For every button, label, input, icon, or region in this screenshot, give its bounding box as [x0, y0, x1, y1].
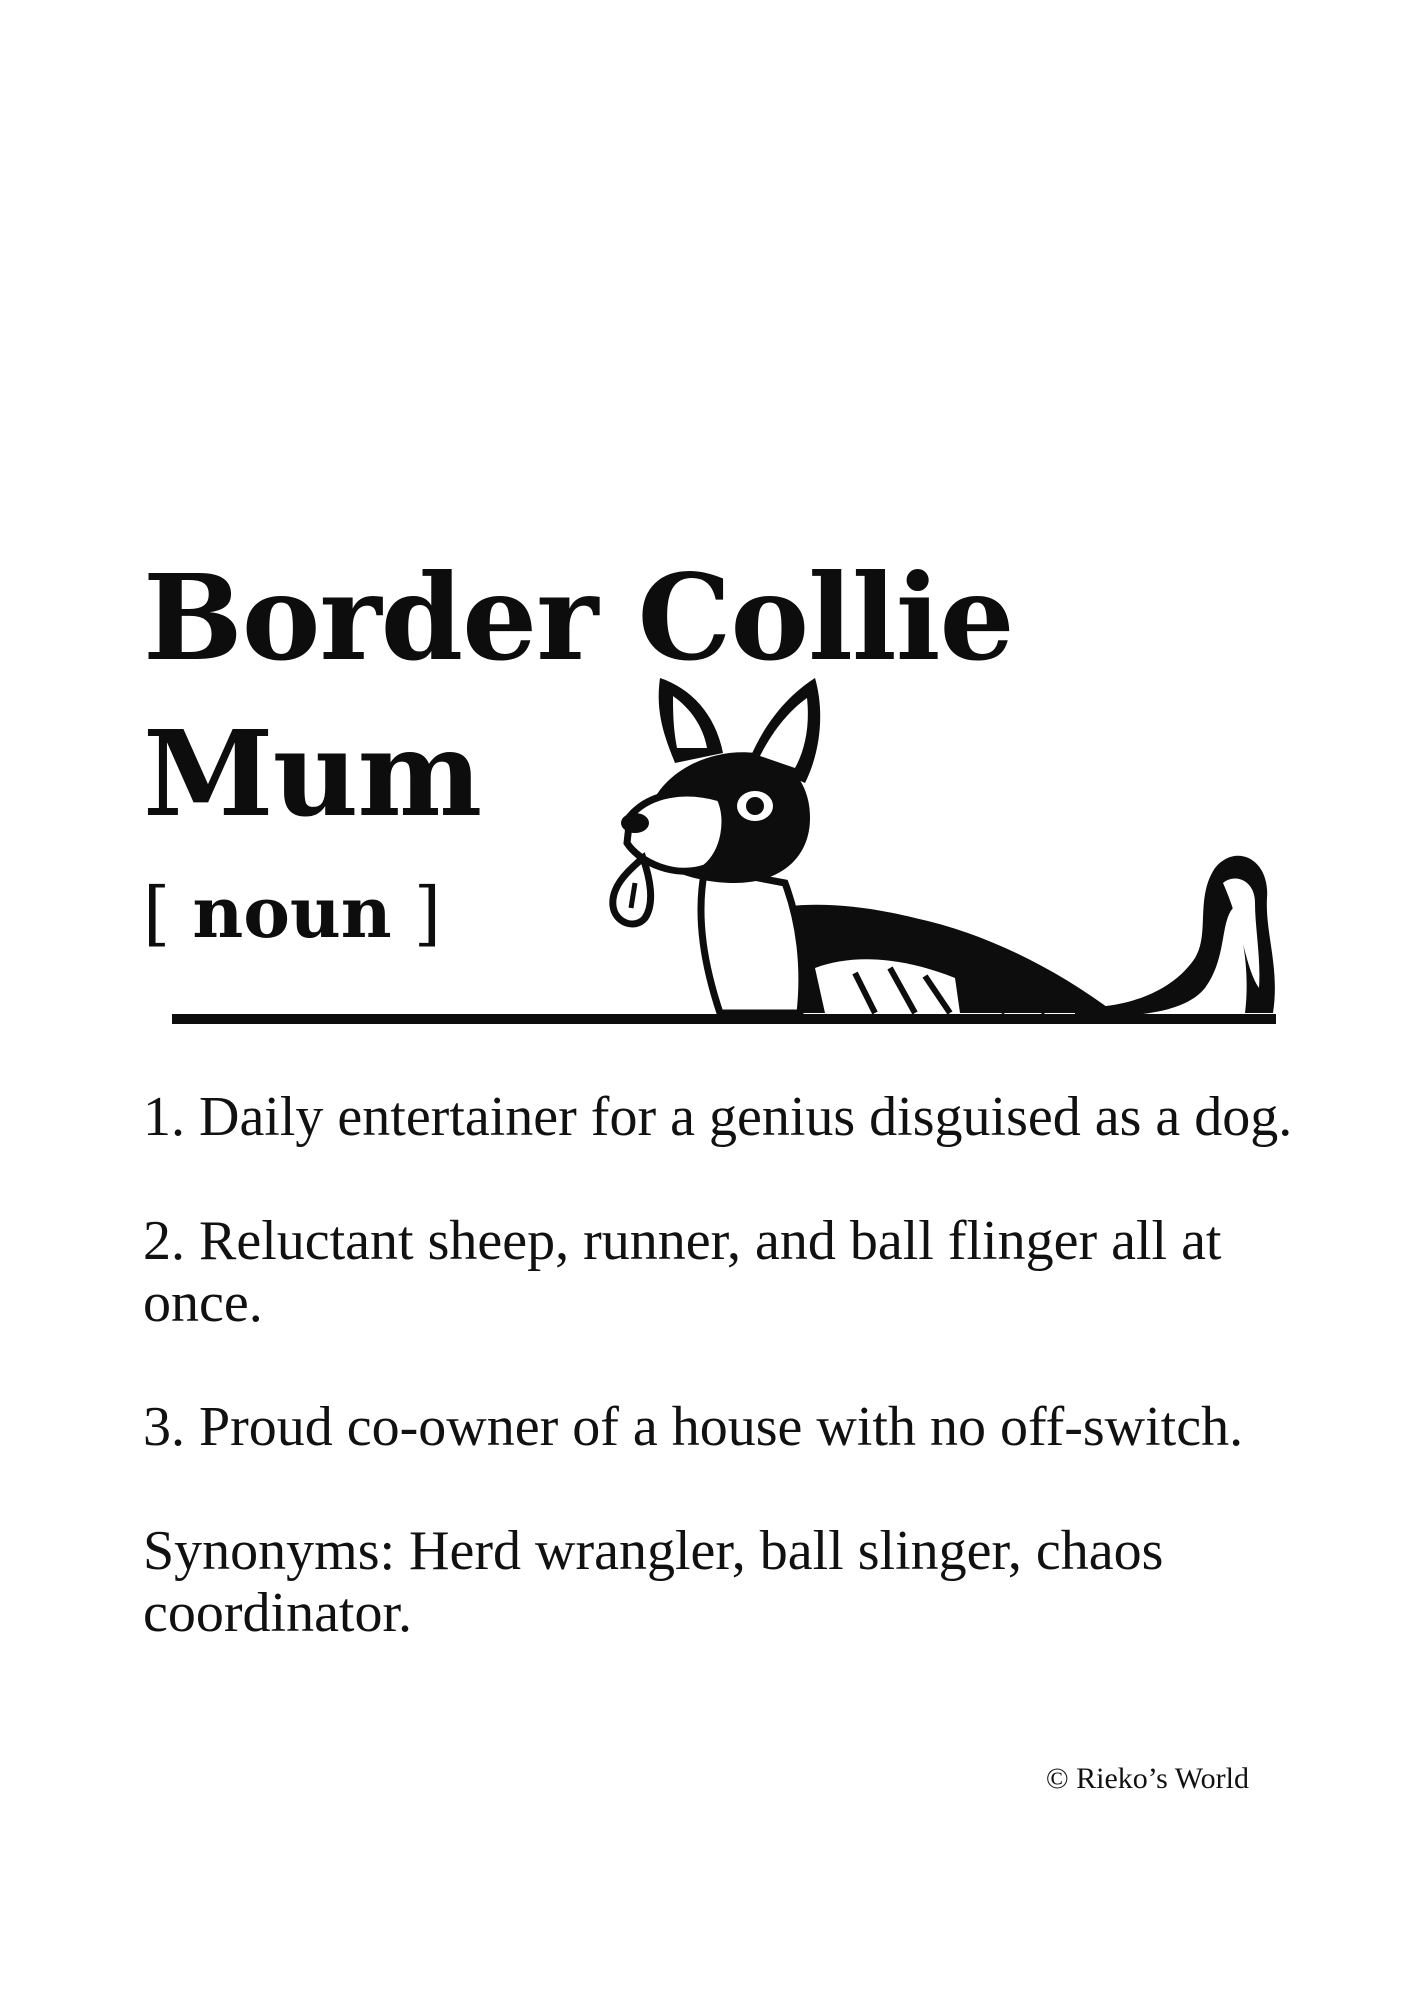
copyright-notice: © Rieko’s World: [1045, 1762, 1249, 1795]
bracket-close: ]: [413, 872, 441, 954]
title-line-2: Mum: [143, 704, 482, 843]
title-line-1: Border Collie: [143, 548, 1014, 687]
definitions-list: [143, 1086, 1293, 1706]
border-collie-dog-icon: [555, 668, 1285, 1028]
part-of-speech: [143, 868, 441, 958]
synonyms: Synonyms: Herd wrangler, ball slinger, chaos coordinator.: [143, 1520, 1164, 1644]
definition-1: 1. Daily entertainer for a genius disguised as a dog.: [143, 1086, 1293, 1148]
bracket-open: [: [143, 872, 171, 954]
ground-rule: [172, 1014, 1276, 1024]
definition-2: 2. Reluctant sheep, runner, and ball flinger all at once.: [143, 1210, 1222, 1334]
part-of-speech-word: noun: [192, 871, 392, 954]
definition-3: 3. Proud co-owner of a house with no off-switch.: [143, 1396, 1244, 1458]
